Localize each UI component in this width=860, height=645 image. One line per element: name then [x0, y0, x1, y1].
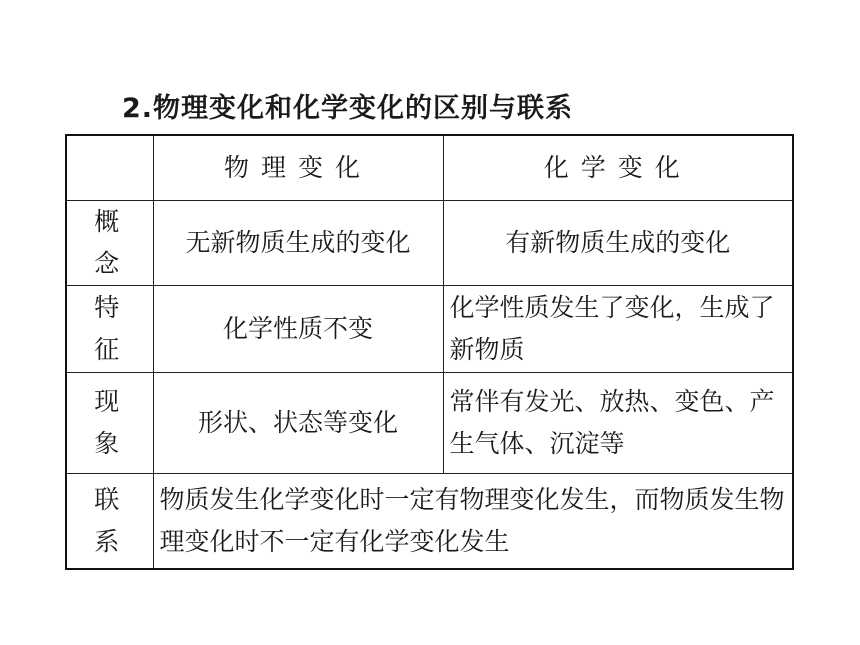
cell-relation-text: 物质发生化学变化时一定有物理变化发生，而物质发生物理变化时不一定有化学变化发生: [153, 474, 793, 570]
row-label-feature: 特征: [66, 286, 153, 373]
page-title: 2.物理变化和化学变化的区别与联系: [122, 93, 574, 124]
cell-feature-chemical: 化学性质发生了变化，生成了新物质: [443, 286, 793, 373]
table-header-row: [66, 135, 793, 201]
table-row-feature: [66, 286, 793, 373]
table-row-relation: [66, 474, 793, 570]
table-row-phenomenon: [66, 373, 793, 474]
comparison-table: [65, 134, 794, 570]
cell-concept-chemical: 有新物质生成的变化: [443, 201, 793, 286]
table-row-concept: [66, 201, 793, 286]
cell-phenomenon-chemical: 常伴有发光、放热、变色、产生气体、沉淀等: [443, 373, 793, 474]
row-label-relation: 联系: [66, 474, 153, 570]
cell-concept-physical: 无新物质生成的变化: [153, 201, 443, 286]
header-chemical-change: 化学变化: [443, 135, 793, 201]
header-empty-cell: [66, 135, 153, 201]
header-physical-change: 物理变化: [153, 135, 443, 201]
cell-phenomenon-physical: 形状、状态等变化: [153, 373, 443, 474]
row-label-concept: 概念: [66, 201, 153, 286]
row-label-phenomenon: 现象: [66, 373, 153, 474]
cell-feature-physical: 化学性质不变: [153, 286, 443, 373]
